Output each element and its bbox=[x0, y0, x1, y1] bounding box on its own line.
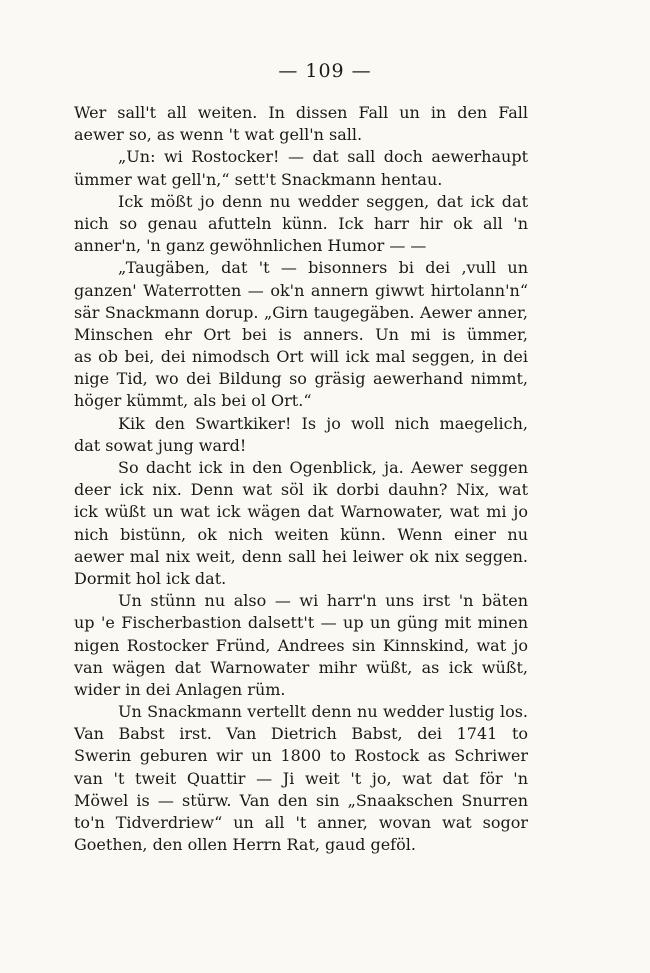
text-line: So dacht ick in den Ogenblick, ja. Aewer seggen bbox=[118, 458, 528, 477]
text-line: van wägen dat Warnowater mihr wüßt, as ick wüßt, bbox=[74, 657, 528, 677]
text-line: Un Snackmann vertellt denn nu wedder lustig los. bbox=[118, 702, 528, 722]
text-line: up 'e Fischerbastion dalsett't — up un güng mit minen bbox=[74, 613, 528, 633]
text-line: as ob bei, dei nimodsch Ort will ick mal seggen, in dei bbox=[74, 347, 528, 367]
text-line: nich bistünn, ok nich weiten künn. Wenn einer nu bbox=[74, 524, 528, 544]
text-line: wider in dei Anlagen rüm. bbox=[74, 679, 286, 699]
text-line: Van Babst irst. Van Dietrich Babst, dei 1741 to bbox=[74, 724, 528, 744]
text-line: Dormit hol ick dat. bbox=[74, 568, 227, 588]
text-line: to'n Tidverdriew“ un all 't anner, wovan wat sogor bbox=[74, 813, 528, 832]
text-line: Goethen, den ollen Herrn Rat, gaud geföl. bbox=[74, 835, 416, 855]
text-line: Swerin geburen wir un 1800 to Rostock as Schriwer bbox=[74, 746, 528, 766]
text-line: aewer mal nix weit, denn sall hei leiwer ok nix seggen. bbox=[74, 546, 528, 566]
text-line: Wer sall't all weiten. In dissen Fall un in den Fall bbox=[74, 103, 528, 122]
text-line: „Taugäben, dat 't — bisonners bi dei ‚vull un bbox=[118, 258, 528, 278]
text-line: ganzen' Waterrotten — ok'n annern giwwt hirtolann'n“ bbox=[74, 280, 528, 300]
page-number: — 109 — bbox=[278, 60, 372, 82]
text-line: nigen Rostocker Fründ, Andrees sin Kinnskind, wat jo bbox=[74, 635, 528, 655]
text-line: anner'n, 'n ganz gewöhnlichen Humor — — bbox=[74, 236, 427, 256]
text-line: Un stünn nu also — wi harr'n uns irst 'n bäten bbox=[118, 591, 528, 611]
text-line: sär Snackmann dorup. „Girn taugegäben. Aewer anner, bbox=[74, 302, 528, 322]
text-line: van 't tweit Quattir — Ji weit 't jo, wat dat för 'n bbox=[74, 768, 528, 788]
text-line: nige Tid, wo dei Bildung so gräsig aewerhand nimmt, bbox=[74, 369, 528, 389]
text-line: Kik den Swartkiker! Is jo woll nich maegelich, bbox=[118, 413, 528, 433]
text-line: „Un: wi Rostocker! — dat sall doch aewerhaupt bbox=[118, 147, 528, 167]
text-line: Möwel is — stürw. Van den sin „Snaakschen Snurren bbox=[74, 790, 528, 810]
text-line: ick wüßt un wat ick wägen dat Warnowater, wat mi jo bbox=[74, 502, 528, 522]
body-text bbox=[74, 102, 528, 856]
text-line: Ick mößt jo denn nu wedder seggen, dat ick dat bbox=[118, 191, 528, 211]
text-line: ümmer wat gell'n,“ sett't Snackmann hentau. bbox=[74, 169, 443, 189]
text-line: aewer so, as wenn 't wat gell'n sall. bbox=[74, 125, 363, 145]
text-line: nich so genau afutteln künn. Ick harr hir ok all 'n bbox=[74, 213, 528, 233]
text-line: deer ick nix. Denn wat söl ik dorbi dauhn? Nix, wat bbox=[74, 480, 528, 500]
text-line: dat sowat jung ward! bbox=[74, 435, 247, 455]
text-line: Minschen ehr Ort bei is anners. Un mi is ümmer, bbox=[74, 324, 528, 344]
text-line: höger kümmt, als bei ol Ort.“ bbox=[74, 391, 312, 411]
